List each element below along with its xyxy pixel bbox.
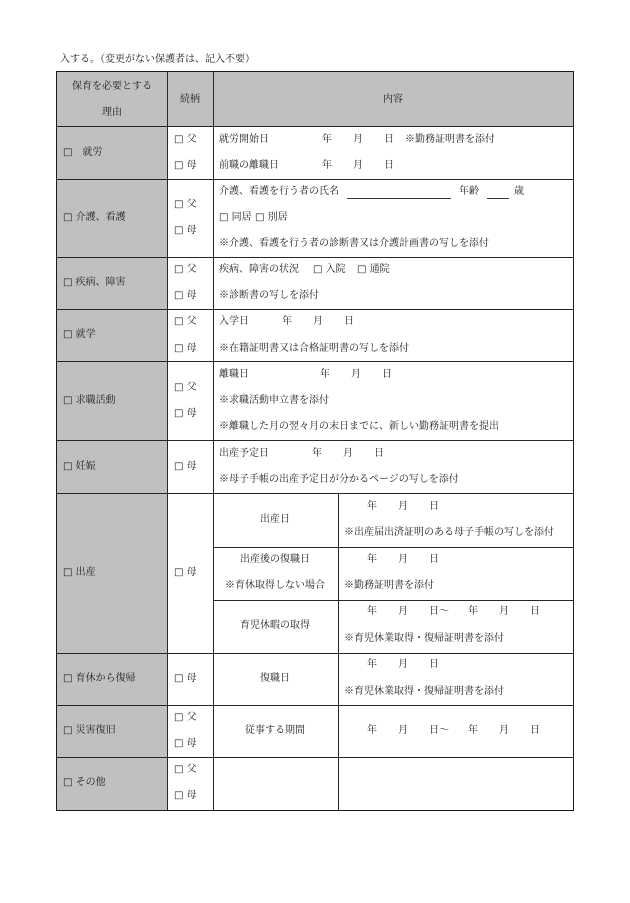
jobhunt-note-2: ※離職した月の翌々月の末日までに、新しい勤務証明書を提出 (219, 421, 499, 432)
date-day-to: 日～ (429, 725, 449, 736)
date-month: 月 (499, 725, 509, 736)
return-date-label: 出産後の復職日 (240, 554, 310, 565)
table-frame (56, 71, 574, 811)
date-year: 年 (468, 606, 478, 617)
pregnancy-label: 出産予定日 (219, 448, 269, 459)
date-month: 月 (353, 160, 363, 171)
age-underline (487, 198, 509, 199)
illness-status-label: 疾病、障害の状況 (219, 264, 299, 275)
relation-mother: □ 母 (174, 738, 197, 749)
date-month: 月 (398, 554, 408, 565)
relation-mother: □ 母 (174, 225, 197, 236)
date-month: 月 (353, 134, 363, 145)
reason-birth: □ 出産 (63, 567, 96, 578)
reason-disaster: □ 災害復旧 (63, 725, 116, 736)
care-age-unit: 歳 (514, 186, 524, 197)
header-content: 内容 (383, 94, 403, 105)
relation-mother: □ 母 (174, 160, 197, 171)
outpatient-checkbox: □ 通院 (357, 264, 390, 275)
date-year: 年 (312, 448, 322, 459)
relation-mother: □ 母 (174, 290, 197, 301)
disaster-period-label: 従事する期間 (245, 725, 305, 736)
work-start-note: ※勤務証明書を添付 (405, 134, 495, 145)
childcare-leave-label: 育児休暇の取得 (240, 620, 310, 631)
jobhunt-note-1: ※求職活動申立書を添付 (219, 395, 329, 406)
date-day: 日 (384, 160, 394, 171)
relation-father: □ 父 (174, 764, 197, 775)
date-day: 日 (530, 606, 540, 617)
reason-jobhunt: □ 求職活動 (63, 395, 116, 406)
reason-pregnancy: □ 妊娠 (63, 461, 96, 472)
date-year: 年 (320, 369, 330, 380)
date-month: 月 (499, 606, 509, 617)
illness-note: ※診断書の写しを添付 (219, 290, 319, 301)
relation-father: □ 父 (174, 134, 197, 145)
date-month: 月 (398, 659, 408, 670)
date-year: 年 (367, 725, 377, 736)
date-day: 日 (429, 501, 439, 512)
birth-date-label: 出産日 (260, 514, 290, 525)
date-month: 月 (398, 606, 408, 617)
date-day: 日 (374, 448, 384, 459)
relation-father: □ 父 (174, 712, 197, 723)
header-reason-line1: 保育を必要とする (72, 81, 152, 92)
reason-school: □ 就学 (63, 329, 96, 340)
living-apart-checkbox: □ 別居 (255, 212, 288, 223)
care-name-label: 介護、看護を行う者の氏名 (219, 186, 339, 197)
care-age-label: 年齢 (459, 186, 479, 197)
return-date-note: ※勤務証明書を添付 (344, 580, 434, 591)
school-note: ※在籍証明書又は合格証明書の写しを添付 (219, 343, 409, 354)
date-day: 日 (429, 659, 439, 670)
care-note: ※介護、看護を行う者の診断書又は介護計画書の写しを添付 (219, 238, 489, 249)
date-month: 月 (398, 501, 408, 512)
jobhunt-label: 離職日 (219, 369, 249, 380)
date-day: 日 (384, 134, 394, 145)
reason-care: □ 介護、看護 (63, 212, 126, 223)
date-month: 月 (313, 316, 323, 327)
date-month: 月 (351, 369, 361, 380)
relation-mother: □ 母 (174, 567, 197, 578)
relation-father: □ 父 (174, 199, 197, 210)
header-relation: 続柄 (180, 94, 200, 105)
reason-other: □ その他 (63, 777, 106, 788)
relation-father: □ 父 (174, 316, 197, 327)
return-date-sublabel: ※育休取得しない場合 (225, 580, 325, 591)
childcare-leave-note: ※育児休業取得・復帰証明書を添付 (344, 633, 504, 644)
date-year: 年 (367, 659, 377, 670)
name-underline (347, 198, 451, 199)
relation-mother: □ 母 (174, 790, 197, 801)
intro-text: 入する。（変更がない保護者は、記入不要） (60, 54, 255, 65)
date-day: 日 (429, 554, 439, 565)
date-year: 年 (367, 606, 377, 617)
work-start-label: 就労開始日 (219, 134, 269, 145)
date-day: 日 (530, 725, 540, 736)
leave-return-note: ※育児休業取得・復帰証明書を添付 (344, 686, 504, 697)
school-label: 入学日 (219, 316, 249, 327)
date-month: 月 (343, 448, 353, 459)
date-month: 月 (398, 725, 408, 736)
date-day: 日 (344, 316, 354, 327)
header-reason-line2: 理由 (102, 107, 122, 118)
relation-mother: □ 母 (174, 408, 197, 419)
work-prev-label: 前職の離職日 (219, 160, 279, 171)
date-day: 日 (382, 369, 392, 380)
date-year: 年 (322, 134, 332, 145)
pregnancy-note: ※母子手帳の出産予定日が分かるページの写しを添付 (219, 474, 459, 485)
relation-father: □ 父 (174, 264, 197, 275)
relation-mother: □ 母 (174, 673, 197, 684)
reason-illness: □ 疾病、障害 (63, 277, 126, 288)
relation-mother: □ 母 (174, 343, 197, 354)
date-year: 年 (367, 501, 377, 512)
reason-work: □ 就労 (63, 147, 103, 158)
reason-leave-return: □ 育休から復帰 (63, 673, 136, 684)
relation-father: □ 父 (174, 382, 197, 393)
leave-return-label: 復職日 (260, 673, 290, 684)
date-year: 年 (282, 316, 292, 327)
date-year: 年 (367, 554, 377, 565)
inpatient-checkbox: □ 入院 (313, 264, 346, 275)
date-year: 年 (468, 725, 478, 736)
date-day-to: 日～ (429, 606, 449, 617)
relation-mother: □ 母 (174, 461, 197, 472)
date-year: 年 (322, 160, 332, 171)
birth-date-note: ※出産届出済証明のある母子手帳の写しを添付 (344, 527, 554, 538)
living-together-checkbox: □ 同居 (219, 212, 252, 223)
